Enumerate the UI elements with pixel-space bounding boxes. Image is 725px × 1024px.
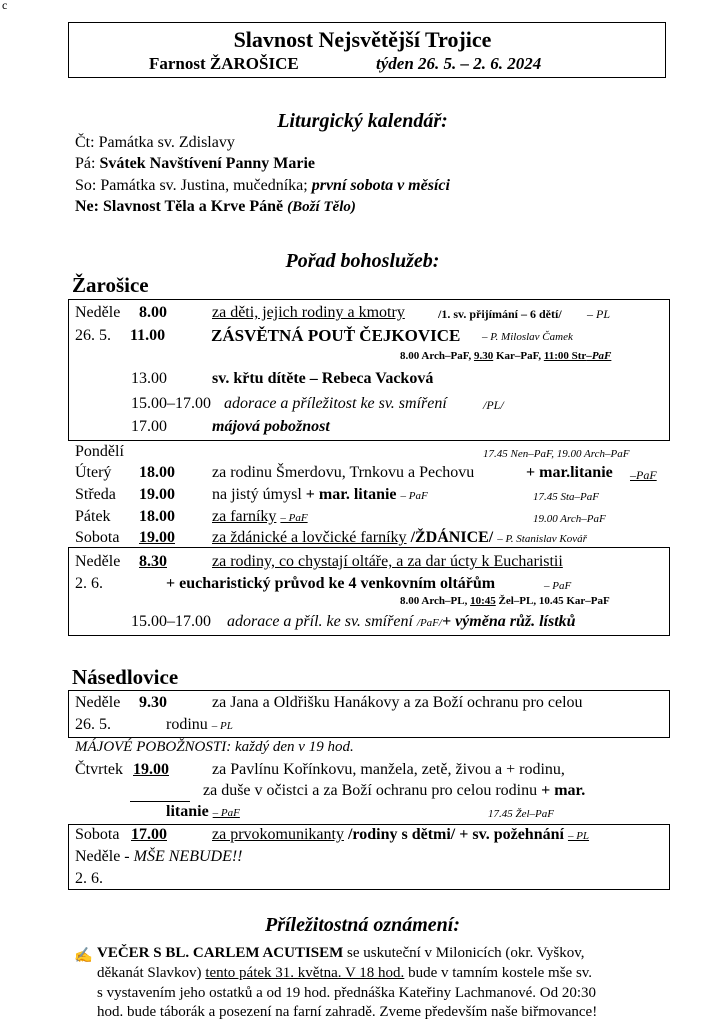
z-fri-text-main: za farníky — [212, 508, 277, 525]
ann-item1-l2a: děkanát Slavkov) — [97, 965, 202, 981]
n-thu-line3 — [166, 803, 240, 821]
n-b2-sun-text: MŠE NEBUDE!! — [133, 848, 243, 865]
n-b2-priest: – PL — [567, 830, 590, 842]
z-b1-t2-priest: – P. Miloslav Čamek — [482, 331, 573, 343]
z-b2-time: 8.30 — [139, 553, 167, 570]
ann-item1-l2b: tento pátek 31. května. V 18 hod. — [205, 965, 405, 981]
z-wed-time: 19.00 — [139, 486, 175, 503]
z-b1-masses-d: 11:00 Str — [543, 350, 587, 362]
z-b1-t1: 8.00 — [139, 304, 167, 321]
z-sat-time: 19.00 — [139, 529, 175, 546]
z-sat-priest: – P. Stanislav Kovář — [497, 533, 587, 545]
z-b1-masses — [400, 350, 611, 362]
z-b1-t2: 11.00 — [130, 327, 166, 344]
calendar-heading: Liturgický kalendář: — [277, 110, 448, 132]
n-b2-sunday — [75, 848, 243, 866]
ann-line3: s vystavením jeho ostatků a od 19 hod. přednáška Kateřiny Lachmanové. Od 20:30 — [97, 985, 597, 1001]
z-b2-adoration-extra: + výměna růž. lístků — [441, 613, 576, 630]
n-b1-text2-main: rodinu — [166, 716, 208, 733]
z-wed-text — [212, 486, 428, 504]
n-thu-day: Čtvrtek — [75, 761, 123, 778]
week-range: týden 26. 5. – 2. 6. 2024 — [376, 54, 542, 73]
z-b2-day: Neděle — [75, 553, 121, 570]
z-b2-procession: + eucharistický průvod ke 4 venkovním oltářům — [166, 575, 496, 592]
corner-mark: c — [2, 0, 8, 12]
z-b2-masses-a: 8.00 Arch–PL, — [400, 595, 468, 607]
calendar-sat-note: první sobota v měsíci — [311, 177, 450, 194]
calendar-fri — [75, 155, 315, 173]
z-b1-t1-note: /1. sv. přijímání – 6 dětí/ — [438, 307, 562, 321]
z-wed-note: 17.45 Sta–PaF — [533, 491, 599, 503]
n-b2-sun-label: Neděle - — [75, 848, 130, 865]
z-tue-day: Úterý — [75, 464, 112, 481]
z-fri-priest: – PaF — [280, 512, 308, 524]
z-b2-adoration-time: 15.00–17.00 — [131, 613, 211, 630]
z-b1-masses-a: 8.00 Arch–PaF, — [400, 350, 472, 362]
n-b1-text2 — [166, 716, 233, 734]
z-b1-date: 26. 5. — [75, 327, 111, 344]
calendar-sat-text: So: Památka sv. Justina, mučedníka; — [75, 177, 308, 194]
z-sat-text — [212, 529, 587, 547]
calendar-thu: Čt: Památka sv. Zdislavy — [75, 134, 235, 151]
ann-line1 — [97, 945, 585, 962]
calendar-sat — [75, 177, 450, 195]
z-b2-date: 2. 6. — [75, 575, 103, 592]
z-fri-text — [212, 508, 308, 526]
z-b2-adoration — [227, 613, 576, 631]
z-wed-day: Středa — [75, 486, 116, 503]
n-b1-text: za Jana a Oldřišku Hanákovy a za Boží ochranu pro celou — [212, 694, 583, 711]
n-b2-extra: /rodiny s dětmi/ + sv. požehnání — [347, 826, 564, 843]
nasedlovice-title: Násedlovice — [72, 665, 179, 689]
n-thu-extra2: litanie — [166, 803, 209, 820]
services-heading: Pořad bohoslužeb: — [285, 250, 440, 272]
n-b2-text — [212, 826, 589, 844]
pen-icon: ✍ — [74, 948, 93, 964]
z-sat-day: Sobota — [75, 529, 120, 546]
z-b1-t5: 17.00 — [131, 418, 167, 435]
z-b1-t3-text: sv. křtu dítěte – Rebeca Vacková — [212, 370, 434, 387]
z-b1-masses-c: Kar–PaF, — [495, 350, 542, 362]
n-thu-extra: + mar. — [541, 782, 586, 799]
z-b2-text: za rodiny, co chystají oltáře, a za dar úcty k Eucharistii — [212, 553, 563, 570]
ann-line4: hod. bude táborák a posezení na farní zahradě. Zveme především naše biřmovance! — [97, 1004, 598, 1020]
z-tue-time: 18.00 — [139, 464, 175, 481]
z-sat-text-main: za ždánické a lovčické farníky — [212, 529, 407, 546]
z-b2-adoration-priest: /PaF/ — [416, 617, 442, 629]
z-wed-extra: + mar. litanie — [305, 486, 397, 503]
z-b1-masses-b: 9.30 — [473, 350, 494, 362]
z-b1-t4: 15.00–17.00 — [131, 395, 211, 412]
z-b1-t3: 13.00 — [131, 370, 167, 387]
announcements-heading: Příležitostná oznámení: — [264, 914, 461, 936]
z-wed-priest: – PaF — [400, 490, 428, 502]
n-thu-priest: – PaF — [212, 807, 240, 819]
n-may-note: MÁJOVÉ POBOŽNOSTI: každý den v 19 hod. — [75, 739, 354, 755]
n-b2-date: 2. 6. — [75, 870, 103, 887]
z-wed-text-main: na jistý úmysl — [212, 486, 302, 503]
z-b2-masses — [400, 595, 610, 607]
z-sat-extra: /ŽDÁNICE/ — [410, 529, 494, 546]
n-thu-note: 17.45 Žel–PaF — [488, 808, 554, 820]
n-thu-text2 — [203, 782, 585, 800]
z-fri-day: Pátek — [75, 508, 111, 525]
z-b1-t2-text: ZÁSVĚTNÁ POUŤ ČEJKOVICE — [211, 326, 461, 345]
z-b1-masses-e: –PaF — [586, 350, 612, 362]
z-fri-note: 19.00 Arch–PaF — [533, 513, 606, 525]
n-b1-date: 26. 5. — [75, 716, 111, 733]
n-thu-text: za Pavlínu Kořínkovu, manžela, zetě, živou a + rodinu, — [212, 761, 565, 778]
z-tue-text: za rodinu Šmerdovu, Trnkovu a Pechovu — [212, 464, 475, 481]
n-b1-priest: – PL — [211, 720, 233, 732]
ann-item1-l1: se uskuteční v Milonicích (okr. Vyškov, — [347, 945, 585, 961]
n-b2-text-main: za prvokomunikanty — [212, 826, 344, 843]
z-b1-t4-text: adorace a příležitost ke sv. smíření — [224, 395, 447, 412]
z-b1-t4-priest: /PL/ — [483, 398, 504, 412]
ann-item1-l2c: bude v tamním kostele mše sv. — [408, 965, 593, 981]
z-tue-extra: + mar.litanie — [526, 464, 613, 481]
ann-item1-title: VEČER S BL. CARLEM ACUTISEM — [97, 945, 344, 961]
z-b1-t5-text: májová pobožnost — [212, 418, 330, 435]
n-b2-time: 17.00 — [131, 826, 167, 843]
z-b2-adoration-text: adorace a příl. ke sv. smíření — [227, 613, 413, 630]
n-thu-time: 19.00 — [133, 761, 169, 778]
zarosice-title: Žarošice — [72, 273, 149, 297]
z-fri-time: 18.00 — [139, 508, 175, 525]
calendar-sun — [75, 198, 356, 216]
calendar-fri-feast: Svátek Navštívení Panny Marie — [99, 155, 315, 172]
calendar-fri-prefix: Pá: — [75, 155, 100, 172]
n-b1-day: Neděle — [75, 694, 121, 711]
calendar-sun-note: (Boží Tělo) — [287, 199, 356, 215]
n-b2-day: Sobota — [75, 826, 120, 843]
z-tue-priest: –PaF — [630, 468, 657, 482]
z-b1-t1-text: za děti, jejich rodiny a kmotry — [212, 304, 405, 321]
calendar-sun-text: Ne: Slavnost Těla a Krve Páně — [75, 198, 284, 215]
z-mon-day: Pondělí — [75, 443, 124, 460]
z-b2-procession-priest: – PaF — [544, 580, 572, 592]
z-b2-masses-b: 10:45 — [470, 595, 496, 607]
z-b2-masses-c: Žel–PL, 10.45 Kar–PaF — [498, 595, 610, 607]
z-mon-note: 17.45 Nen–PaF, 19.00 Arch–PaF — [483, 448, 630, 460]
page-title: Slavnost Nejsvětější Trojice — [233, 27, 492, 52]
ann-line2 — [97, 965, 592, 982]
n-b1-time: 9.30 — [139, 694, 167, 711]
z-b1-day: Neděle — [75, 304, 121, 321]
z-b1-t1-priest: – PL — [587, 307, 611, 321]
parish-name: Farnost ŽAROŠICE — [149, 54, 299, 73]
n-thu-text2-main: za duše v očistci a za Boží ochranu pro celou rodinu — [203, 782, 538, 799]
n-thu-underline — [130, 801, 190, 802]
